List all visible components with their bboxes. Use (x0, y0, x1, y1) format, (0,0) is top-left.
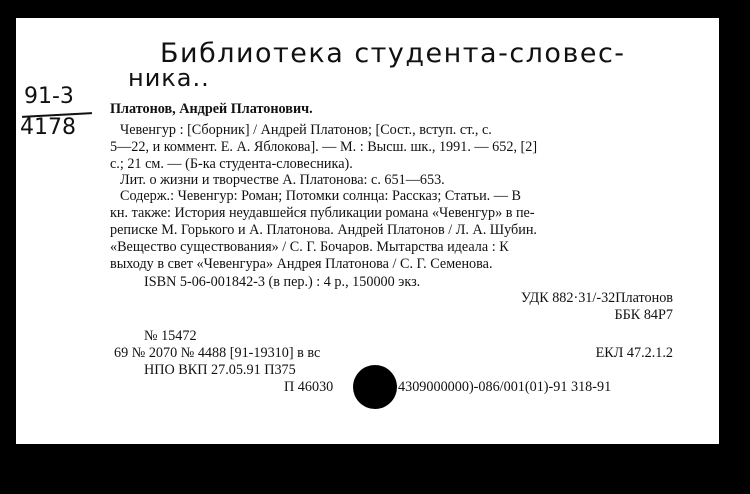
handwritten-series-title-line1: Библиотека студента-словес- (160, 38, 626, 69)
contents-line: «Вещество существования» / С. Г. Бочаров. Мытарства идеала : К (110, 239, 509, 255)
contents-line: Содерж.: Чевенгур: Роман; Потомки солнца: Рассказ; Статьи. — В (120, 188, 521, 204)
contents-line: выходу в свет «Чевенгура» Андрея Платонова / С. Г. Семенова. (110, 256, 493, 272)
bbk-code: ББК 84Р7 (614, 307, 673, 323)
npo-info: НПО ВКП 27.05.91 П375 (144, 362, 296, 378)
ekl-code: ЕКЛ 47.2.1.2 (595, 345, 673, 361)
udk-code: УДК 882·31/-32Платонов (520, 290, 673, 306)
punch-hole (353, 365, 397, 409)
handwritten-series-title-line2: ника.. (128, 64, 210, 92)
literature-note: Лит. о жизни и творчестве А. Платонова: с. 651—653. (120, 172, 445, 188)
publication-code-right: 4309000000)-086/001(01)-91 318-91 (398, 379, 612, 395)
author-heading: Платонов, Андрей Платонович. (110, 101, 313, 117)
description-line: с.; 21 см. — (Б-ка студента-словесника). (110, 156, 353, 172)
card-number: № 15472 (144, 328, 197, 344)
order-info: 69 № 2070 № 4488 [91-19310] в вс (114, 345, 321, 361)
description-line: 5—22, и коммент. Е. А. Яблокова]. — М. : Высш. шк., 1991. — 652, [2] (110, 139, 538, 155)
isbn-line: ISBN 5-06-001842-3 (в пер.) : 4 р., 150000 экз. (144, 274, 421, 290)
catalog-card (16, 18, 719, 444)
handwritten-shelf-mark-top: 91-3 (24, 84, 74, 109)
contents-line: реписке М. Горького и А. Платонова. Андрей Платонов / Л. А. Шубин. (110, 222, 537, 238)
handwritten-shelf-mark-bottom: 4178 (20, 115, 76, 140)
contents-line: кн. также: История неудавшейся публикации романа «Чевенгур» в пе- (110, 205, 535, 221)
description-line: Чевенгур : [Сборник] / Андрей Платонов; [Сост., вступ. ст., с. (120, 122, 492, 138)
publication-code-left: П 46030 (284, 379, 334, 395)
